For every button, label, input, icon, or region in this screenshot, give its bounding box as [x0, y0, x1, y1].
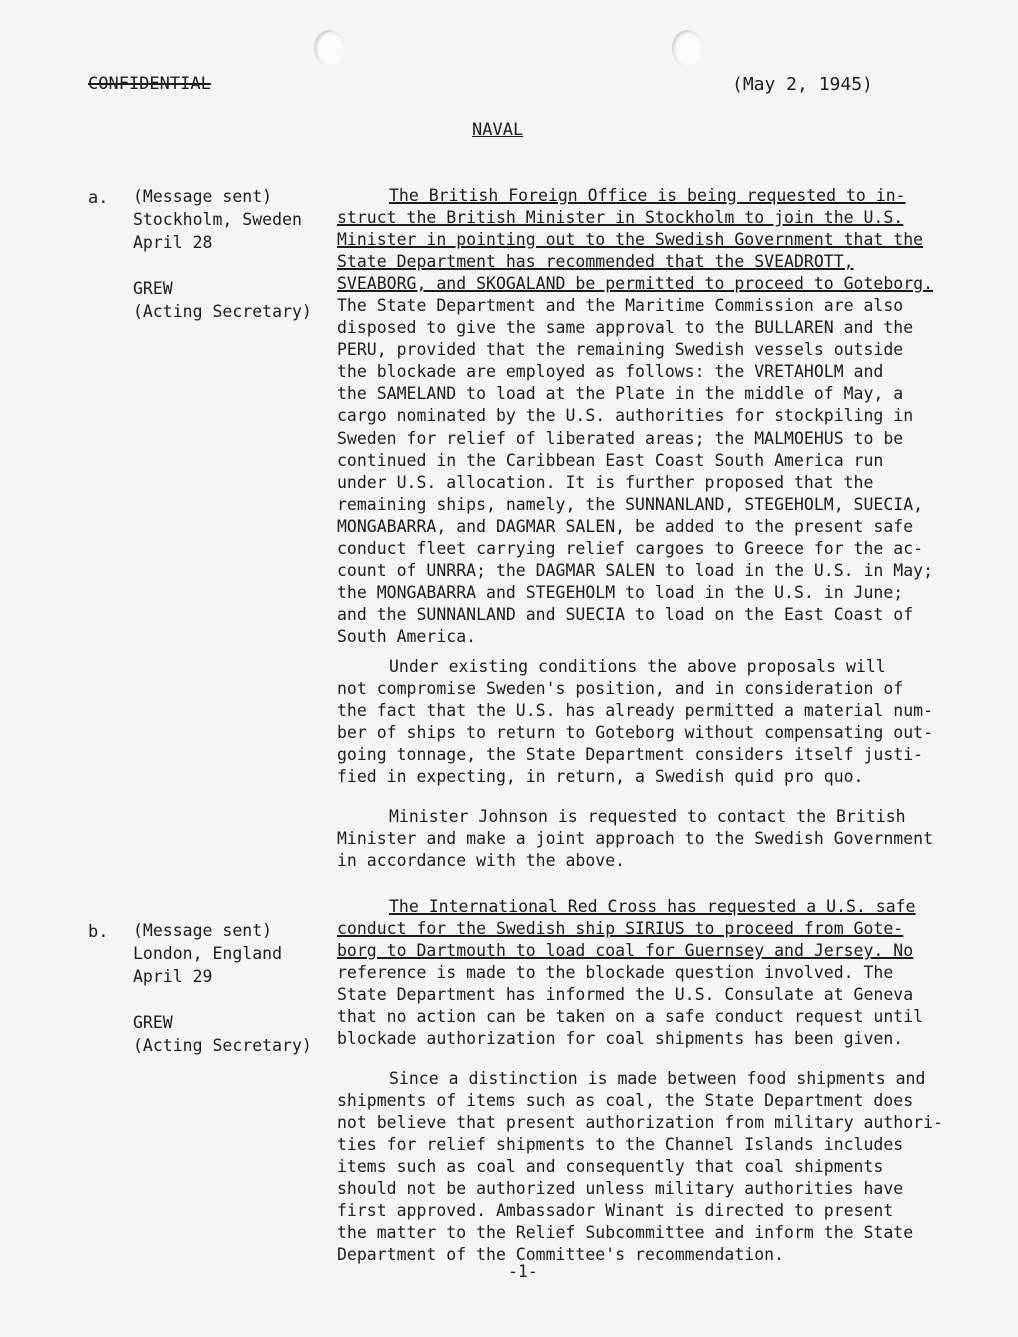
text-line: the fact that the U.S. has already permitted a material num-: [337, 701, 934, 721]
text-line: South America.: [337, 626, 477, 646]
item-a-paragraph-1: [337, 185, 977, 648]
text-line: the SAMELAND to load at the Plate in the middle of May, a: [337, 384, 904, 404]
text-line: conduct for the Swedish ship SIRIUS to proceed from Gote-: [337, 919, 904, 939]
item-b-paragraph-2: [337, 1068, 977, 1266]
text-line: and the SUNNANLAND and SUECIA to load on the East Coast of: [337, 604, 914, 624]
classification-marking: CONFIDENTIAL: [88, 74, 211, 94]
meta-line: April 28: [133, 233, 213, 252]
text-line: shipments of items such as coal, the State Department does: [337, 1091, 914, 1111]
text-line: the matter to the Relief Subcommittee and inform the State: [337, 1223, 914, 1243]
text-line: Sweden for relief of liberated areas; the MALMOEHUS to be: [337, 428, 904, 448]
text-line: Under existing conditions the above proposals will: [389, 657, 886, 676]
text-line: Department of the Committee's recommendation.: [337, 1245, 785, 1265]
text-line: MONGABARRA, and DAGMAR SALEN, be added to the present safe: [337, 516, 914, 536]
text-line: reference is made to the blockade question involved. The: [337, 963, 894, 983]
meta-line: (Acting Secretary): [133, 302, 312, 321]
text-line: State Department has recommended that the SVEADROTT,: [337, 252, 854, 272]
text-line: Minister and make a joint approach to the Swedish Government: [337, 829, 934, 849]
item-b-letter: b.: [88, 922, 109, 942]
text-line: State Department has informed the U.S. Consulate at Geneva: [337, 985, 914, 1005]
meta-line: GREW: [133, 1013, 173, 1032]
text-line: disposed to give the same approval to the BULLAREN and the: [337, 318, 914, 338]
text-line: not compromise Sweden's position, and in consideration of: [337, 679, 904, 699]
text-line: under U.S. allocation. It is further proposed that the: [337, 472, 874, 492]
meta-gap: [133, 254, 312, 277]
text-line: remaining ships, namely, the SUNNANLAND, STEGEHOLM, SUECIA,: [337, 494, 924, 514]
text-line: ties for relief shipments to the Channel Islands includes: [337, 1135, 904, 1155]
text-line: borg to Dartmouth to load coal for Guernsey and Jersey. No: [337, 941, 914, 961]
text-line: the blockade are employed as follows: the VRETAHOLM and: [337, 362, 884, 382]
item-b-meta: [133, 919, 312, 1057]
text-line: cargo nominated by the U.S. authorities for stockpiling in: [337, 406, 914, 426]
text-line: the MONGABARRA and STEGEHOLM to load in the U.S. in June;: [337, 582, 904, 602]
text-line: that no action can be taken on a safe conduct request until: [337, 1007, 924, 1027]
section-heading: NAVAL: [472, 120, 524, 140]
meta-line: Stockholm, Sweden: [133, 210, 302, 229]
meta-line: (Message sent): [133, 187, 273, 206]
meta-gap: [133, 988, 312, 1011]
meta-line: GREW: [133, 279, 173, 298]
text-line: struct the British Minister in Stockholm to join the U.S.: [337, 208, 904, 228]
punch-hole-left: [314, 30, 344, 66]
item-a-paragraph-2: [337, 656, 977, 788]
meta-line: London, England: [133, 944, 283, 963]
item-a-paragraph-3: [337, 806, 977, 872]
text-line: The British Foreign Office is being requested to in-: [389, 186, 906, 205]
text-line: The International Red Cross has requested a U.S. safe: [389, 897, 916, 916]
page-number: -1-: [508, 1262, 538, 1281]
meta-line: April 29: [133, 967, 213, 986]
item-a-letter: a.: [88, 188, 109, 208]
text-line: going tonnage, the State Department considers itself justi-: [337, 745, 924, 765]
text-line: fied in expecting, in return, a Swedish quid pro quo.: [337, 767, 864, 787]
text-line: conduct fleet carrying relief cargoes to Greece for the ac-: [337, 538, 924, 558]
item-a-meta: [133, 185, 312, 323]
text-line: should not be authorized unless military authorities have: [337, 1179, 904, 1199]
text-line: continued in the Caribbean East Coast South America run: [337, 450, 884, 470]
text-line: in accordance with the above.: [337, 851, 626, 871]
text-line: first approved. Ambassador Winant is directed to present: [337, 1201, 894, 1221]
meta-line: (Acting Secretary): [133, 1036, 312, 1055]
text-line: Minister Johnson is requested to contact the British: [389, 807, 906, 826]
text-line: ber of ships to return to Goteborg without compensating out-: [337, 723, 934, 743]
punch-hole-right: [672, 30, 702, 66]
text-line: The State Department and the Maritime Commission are also: [337, 296, 904, 316]
text-line: Minister in pointing out to the Swedish Government that the: [337, 230, 924, 250]
text-line: items such as coal and consequently that coal shipments: [337, 1157, 884, 1177]
text-line: not believe that present authorization from military authori-: [337, 1113, 943, 1133]
text-line: SVEABORG, and SKOGALAND be permitted to proceed to Goteborg.: [337, 274, 934, 294]
text-line: blockade authorization for coal shipments has been given.: [337, 1029, 904, 1049]
document-date: (May 2, 1945): [732, 74, 873, 95]
text-line: count of UNRRA; the DAGMAR SALEN to load in the U.S. in May;: [337, 560, 934, 580]
text-line: Since a distinction is made between food shipments and: [389, 1069, 926, 1088]
meta-line: (Message sent): [133, 921, 273, 940]
item-b-paragraph-1: [337, 896, 977, 1050]
text-line: PERU, provided that the remaining Swedish vessels outside: [337, 340, 904, 360]
